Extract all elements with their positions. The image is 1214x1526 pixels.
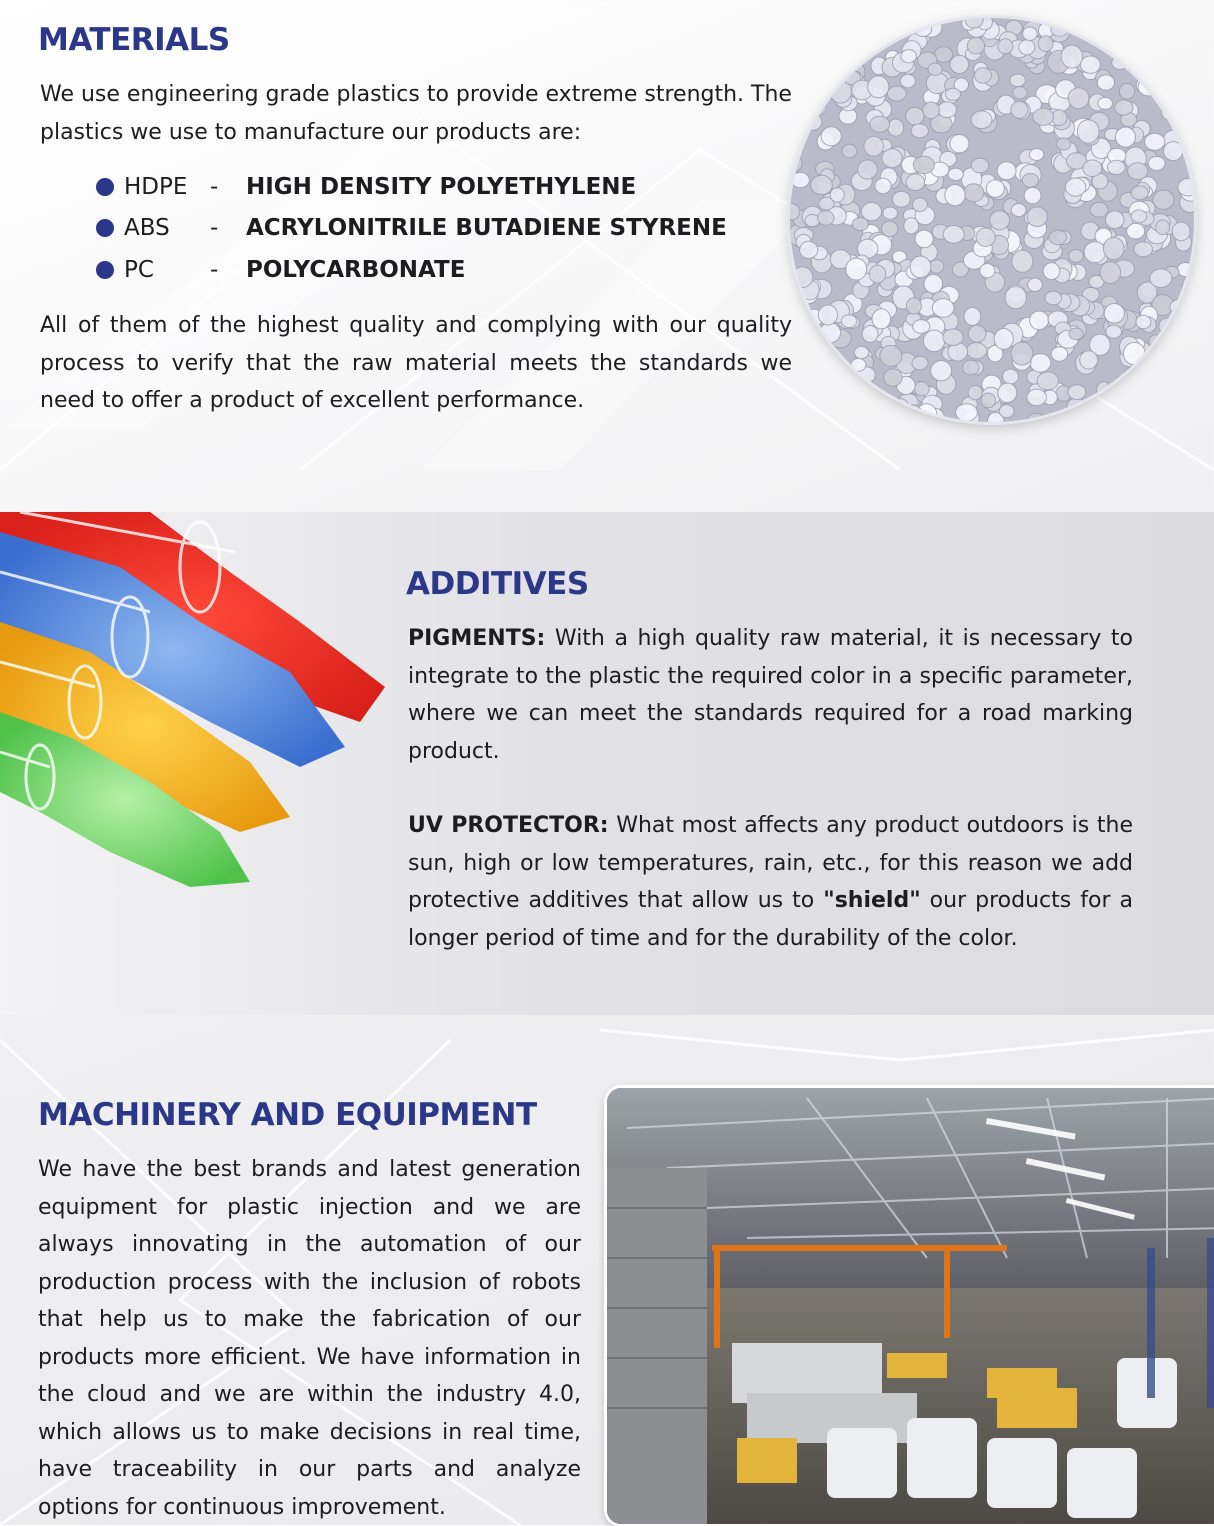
material-abbr: PC <box>124 256 154 283</box>
list-item <box>96 249 727 291</box>
uv-protector-paragraph <box>408 807 1133 957</box>
materials-heading: MATERIALS <box>38 22 230 58</box>
separator: - <box>210 173 219 200</box>
material-abbr: HDPE <box>124 173 188 200</box>
uv-label: UV PROTECTOR: <box>408 813 609 838</box>
material-name: ACRYLONITRILE BUTADIENE STYRENE <box>246 215 727 242</box>
separator: - <box>210 215 219 242</box>
material-name: HIGH DENSITY POLYETHYLENE <box>246 173 637 200</box>
bullet-icon <box>96 219 114 237</box>
separator: - <box>210 256 219 283</box>
uv-text-end: our products for a longer period of time and for the durability of the color. <box>408 888 1133 951</box>
materials-list <box>96 166 727 291</box>
materials-intro: We use engineering grade plastics to provide extreme strength. The plastics we use to manufacture our products are: <box>40 82 792 145</box>
plastic-granules-image <box>790 18 1194 422</box>
pigments-paragraph <box>408 620 1133 770</box>
colored-pellets-image <box>0 512 400 892</box>
bullet-icon <box>96 178 114 196</box>
factory-photo <box>607 1088 1214 1524</box>
list-item <box>96 208 727 250</box>
additives-heading: ADDITIVES <box>406 566 589 602</box>
list-item <box>96 166 727 208</box>
uv-shield-word: "shield" <box>823 888 921 913</box>
bullet-icon <box>96 261 114 279</box>
material-name: POLYCARBONATE <box>246 256 466 283</box>
machinery-heading: MACHINERY AND EQUIPMENT <box>38 1097 537 1133</box>
pigments-label: PIGMENTS: <box>408 626 546 651</box>
material-abbr: ABS <box>124 215 170 242</box>
pigments-text: With a high quality raw material, it is necessary to integrate to the plastic the required color in a specific parameter, where we can meet the standards required for a road marking product. <box>408 626 1133 764</box>
machinery-body: We have the best brands and latest generation equipment for plastic injection and we are always innovating in the automation of our production process with the inclusion of robots that help us to make the fabrication of our products more efficient. We have information in the cloud and we are within the industry 4.0, which allows us to make decisions in real time, have traceability in our parts and analyze options for continuous improvement. <box>38 1157 581 1520</box>
materials-body: All of them of the highest quality and complying with our quality process to verify that the raw material meets the standards we need to offer a product of excellent performance. <box>40 313 792 413</box>
uv-text: What most affects any product outdoors is the sun, high or low temperatures, rain, etc., for this reason we add protective additives that allow us to <box>408 813 1133 913</box>
